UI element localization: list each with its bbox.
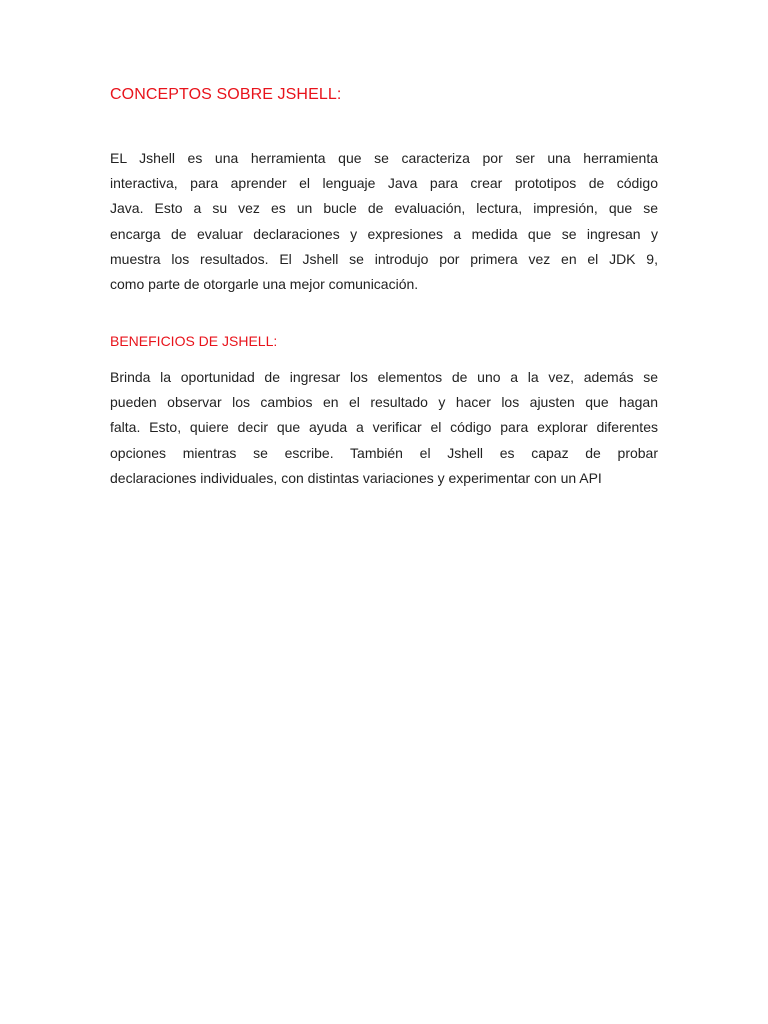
paragraph-line: opciones mientras se escribe. También el Jshell es capaz de probar bbox=[110, 444, 658, 461]
paragraph-line: muestra los resultados. El Jshell se introdujo por primera vez en el JDK 9, bbox=[110, 250, 658, 267]
paragraph-beneficios bbox=[110, 365, 658, 491]
paragraph-line: como parte de otorgarle una mejor comunicación. bbox=[110, 276, 419, 293]
paragraph-conceptos bbox=[110, 146, 658, 297]
paragraph-line: Brinda la oportunidad de ingresar los elementos de uno a la vez, además se bbox=[110, 369, 658, 385]
paragraph-line: falta. Esto, quiere decir que ayuda a verificar el código para explorar diferentes bbox=[110, 419, 658, 436]
section-heading-beneficios: BENEFICIOS DE JSHELL: bbox=[110, 333, 278, 349]
paragraph-line: declaraciones individuales, con distintas variaciones y experimentar con un API bbox=[110, 469, 602, 486]
paragraph-line: pueden observar los cambios en el resultado y hacer los ajusten que hagan bbox=[110, 394, 658, 411]
section-heading-conceptos: CONCEPTOS SOBRE JSHELL: bbox=[110, 86, 342, 103]
paragraph-line: EL Jshell es una herramienta que se caracteriza por ser una herramienta bbox=[110, 150, 658, 166]
paragraph-line: Java. Esto a su vez es un bucle de evaluación, lectura, impresión, que se bbox=[110, 200, 658, 217]
paragraph-line: interactiva, para aprender el lenguaje Java para crear prototipos de código bbox=[110, 175, 658, 192]
paragraph-line: encarga de evaluar declaraciones y expresiones a medida que se ingresan y bbox=[110, 225, 658, 242]
